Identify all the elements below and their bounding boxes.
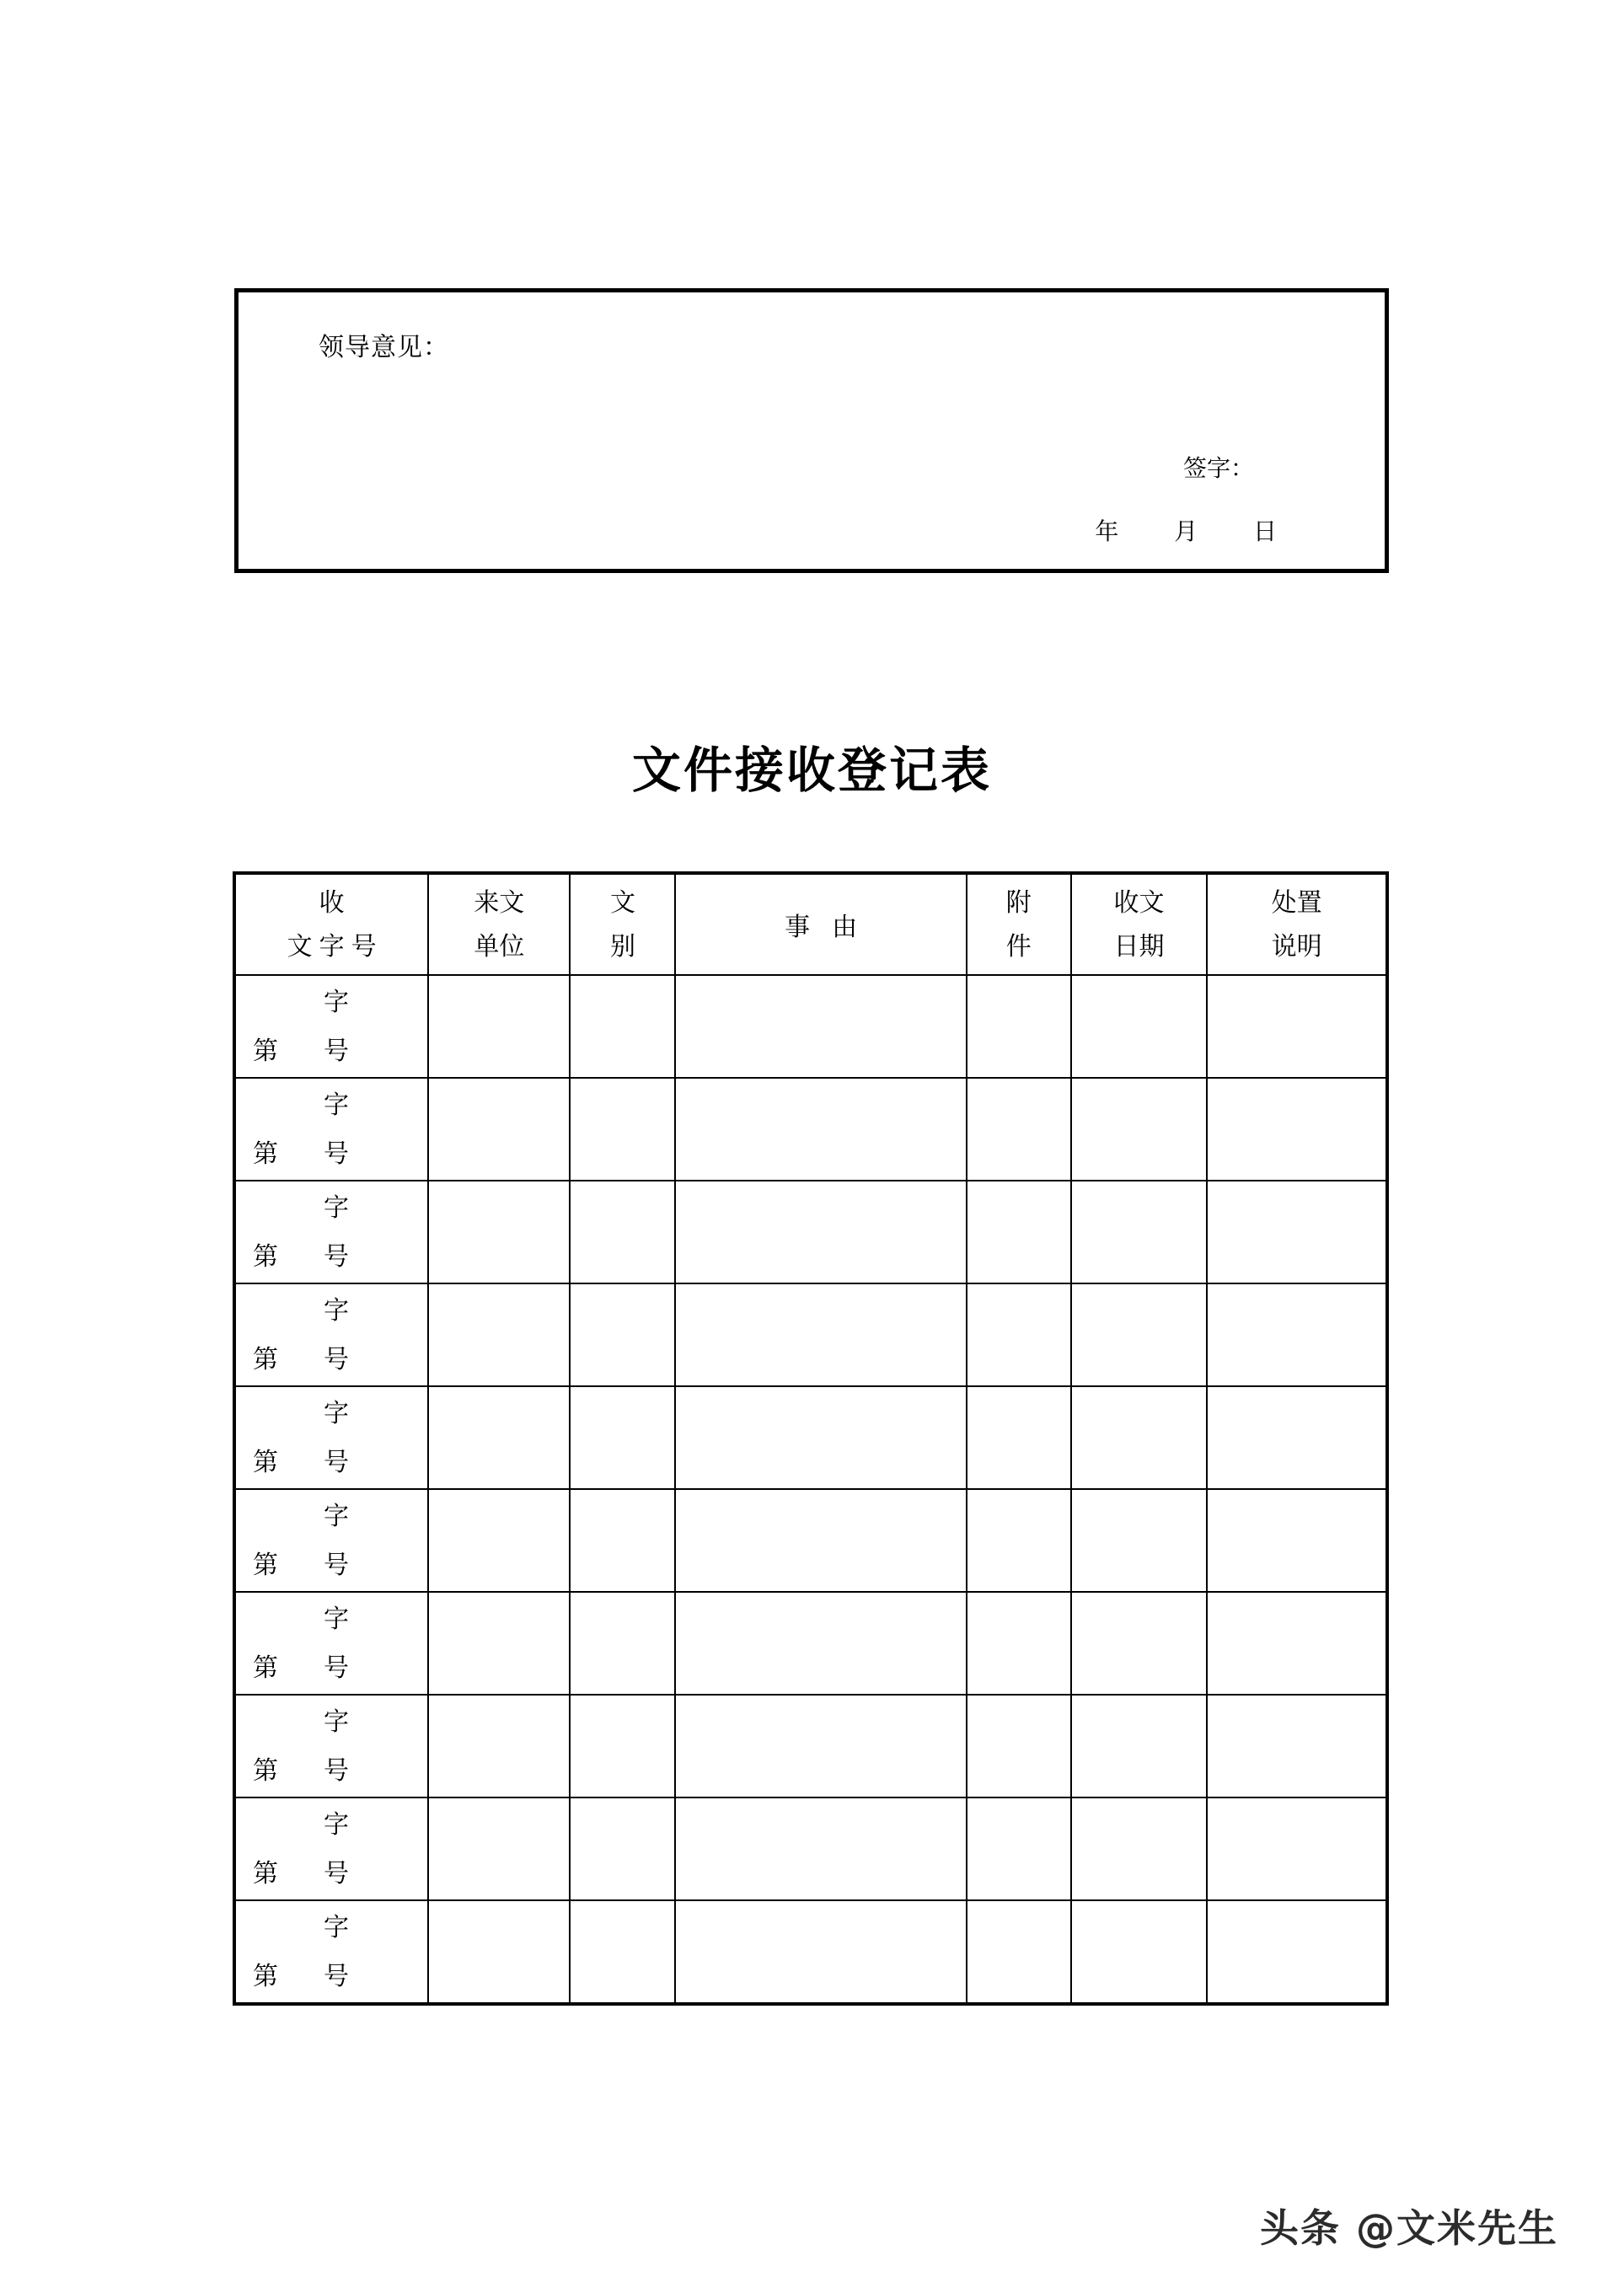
cell-document-type[interactable] [570,1797,675,1900]
cell-receipt-number[interactable] [234,1592,428,1695]
cell-attachment-value [967,1181,1070,1283]
header-sending-unit-line1: 来文 [474,888,525,918]
header-cell-sending-unit [428,873,570,975]
cell-receipt-date-value [1072,1798,1207,1899]
cell-sending-unit-value [429,1284,569,1385]
receipt-number-di-label: 第 [253,1653,278,1683]
cell-receipt-date-value [1072,1284,1207,1385]
cell-document-type-value [571,1798,674,1899]
receipt-number-zi-label: 字 [324,1502,349,1531]
cell-document-type[interactable] [570,1695,675,1797]
cell-subject-value [676,1284,965,1385]
cell-document-type-value [571,1490,674,1591]
receipt-number-di-label: 第 [253,1448,278,1477]
cell-sending-unit-value [429,1181,569,1283]
cell-document-type[interactable] [570,1386,675,1489]
cell-disposition-value [1208,1696,1385,1797]
header-receipt-number-line2: 文字号 [287,932,383,962]
receipt-number-layout [236,1387,427,1488]
cell-sending-unit-value [429,1696,569,1797]
header-cell-disposition [1207,873,1387,975]
document-receipt-table [233,871,1389,2006]
cell-subject-value [676,1798,965,1899]
receipt-number-hao-label: 号 [324,1551,349,1580]
cell-sending-unit-value [429,1901,569,2002]
header-disposition-line2: 说明 [1271,932,1322,962]
cell-receipt-date[interactable] [1071,1283,1208,1386]
cell-attachment[interactable] [967,1900,1071,2004]
cell-sending-unit[interactable] [428,975,570,1078]
header-receipt-date-line2: 日期 [1113,932,1165,962]
cell-subject[interactable] [675,975,966,1078]
header-attachment-line2: 件 [1005,932,1032,962]
cell-attachment[interactable] [967,1592,1071,1695]
date-month-label: 月 [1174,517,1198,545]
cell-sending-unit[interactable] [428,1078,570,1181]
cell-attachment-value [967,976,1070,1077]
table-row [234,1797,1387,1900]
receipt-number-hao-label: 号 [324,1242,349,1272]
cell-attachment[interactable] [967,1695,1071,1797]
receipt-number-zi-label: 字 [324,1707,349,1737]
cell-attachment[interactable] [967,1386,1071,1489]
cell-receipt-number[interactable] [234,1078,428,1181]
cell-disposition-value [1208,1387,1385,1488]
cell-sending-unit-value [429,1079,569,1180]
cell-sending-unit[interactable] [428,1900,570,2004]
receipt-number-layout [236,1798,427,1899]
receipt-number-hao-label: 号 [324,1756,349,1786]
receipt-number-hao-label: 号 [324,1345,349,1374]
cell-sending-unit[interactable] [428,1592,570,1695]
cell-sending-unit[interactable] [428,1695,570,1797]
cell-disposition-value [1208,1798,1385,1899]
header-cell-receipt-date [1071,873,1208,975]
table-row [234,1695,1387,1797]
cell-disposition[interactable] [1207,1386,1387,1489]
cell-subject[interactable] [675,1900,966,2004]
cell-receipt-date-value [1072,976,1207,1077]
cell-disposition[interactable] [1207,1489,1387,1592]
cell-sending-unit-value [429,976,569,1077]
cell-subject[interactable] [675,1797,966,1900]
cell-disposition[interactable] [1207,1078,1387,1181]
cell-subject-value [676,1490,965,1591]
cell-attachment-value [967,1593,1070,1694]
receipt-number-zi-label: 字 [324,1605,349,1634]
cell-sending-unit-value [429,1798,569,1899]
cell-receipt-date-value [1072,1901,1207,2002]
date-year-label: 年 [1095,517,1119,545]
cell-receipt-date[interactable] [1071,975,1208,1078]
cell-receipt-date[interactable] [1071,1078,1208,1181]
receipt-number-zi-label: 字 [324,1296,349,1326]
receipt-number-di-label: 第 [253,1037,278,1066]
table-header-row [234,873,1387,975]
cell-document-type[interactable] [570,1283,675,1386]
header-cell-receipt-number [234,873,428,975]
receipt-number-zi-label: 字 [324,1193,349,1223]
cell-disposition[interactable] [1207,1283,1387,1386]
header-document-type-line1: 文 [609,888,635,918]
cell-disposition[interactable] [1207,1181,1387,1283]
cell-disposition-value [1208,976,1385,1077]
cell-attachment[interactable] [967,975,1071,1078]
cell-disposition-value [1208,1901,1385,2002]
cell-attachment[interactable] [967,1489,1071,1592]
cell-subject[interactable] [675,1695,966,1797]
cell-document-type-value [571,1901,674,2002]
cell-receipt-date[interactable] [1071,1592,1208,1695]
receipt-number-di-label: 第 [253,1139,278,1169]
cell-receipt-date[interactable] [1071,1386,1208,1489]
cell-disposition[interactable] [1207,1900,1387,2004]
receipt-number-layout [236,1079,427,1180]
receipt-number-layout [236,976,427,1077]
cell-attachment[interactable] [967,1181,1071,1283]
cell-document-type[interactable] [570,1900,675,2004]
cell-sending-unit[interactable] [428,1386,570,1489]
signature-label: 签字： [1182,454,1254,482]
cell-sending-unit-value [429,1593,569,1694]
cell-receipt-date[interactable] [1071,1900,1208,2004]
table-row [234,1386,1387,1489]
cell-receipt-date[interactable] [1071,1797,1208,1900]
cell-receipt-number[interactable] [234,1695,428,1797]
header-sending-unit-line2: 单位 [474,932,525,962]
cell-sending-unit[interactable] [428,1181,570,1283]
cell-document-type[interactable] [570,1592,675,1695]
header-receipt-number-line1: 收 [319,888,345,918]
receipt-number-layout [236,1181,427,1283]
receipt-number-layout [236,1593,427,1694]
cell-subject-value [676,1696,965,1797]
cell-sending-unit[interactable] [428,1797,570,1900]
receipt-number-hao-label: 号 [324,1448,349,1477]
table-row [234,1078,1387,1181]
cell-receipt-date-value [1072,1593,1207,1694]
cell-subject[interactable] [675,1078,966,1181]
receipt-number-layout [236,1490,427,1591]
cell-disposition-value [1208,1284,1385,1385]
cell-subject[interactable] [675,1283,966,1386]
receipt-number-zi-label: 字 [324,988,349,1017]
cell-document-type-value [571,1079,674,1180]
receipt-number-hao-label: 号 [324,1653,349,1683]
receipt-number-hao-label: 号 [324,1139,349,1169]
cell-disposition-value [1208,1593,1385,1694]
receipt-number-hao-label: 号 [324,1859,349,1889]
cell-attachment-value [967,1798,1070,1899]
cell-document-type-value [571,976,674,1077]
cell-disposition[interactable] [1207,1695,1387,1797]
receipt-number-di-label: 第 [253,1345,278,1374]
receipt-number-zi-label: 字 [324,1399,349,1428]
receipt-number-zi-label: 字 [324,1913,349,1942]
date-day-label: 日 [1252,517,1277,545]
header-disposition-line1: 处置 [1271,888,1322,918]
receipt-number-di-label: 第 [253,1859,278,1889]
cell-receipt-number[interactable] [234,1797,428,1900]
cell-attachment-value [967,1387,1070,1488]
header-cell-attachment [967,873,1071,975]
cell-document-type[interactable] [570,1489,675,1592]
cell-receipt-number[interactable] [234,1386,428,1489]
table-row [234,1900,1387,2004]
cell-document-type-value [571,1696,674,1797]
cell-subject[interactable] [675,1386,966,1489]
cell-receipt-date[interactable] [1071,1489,1208,1592]
cell-subject-value [676,1593,965,1694]
cell-receipt-date-value [1072,1696,1207,1797]
cell-attachment-value [967,1079,1070,1180]
cell-receipt-number[interactable] [234,1181,428,1283]
cell-receipt-number[interactable] [234,1489,428,1592]
cell-disposition-value [1208,1490,1385,1591]
cell-receipt-number[interactable] [234,1283,428,1386]
table-row [234,1489,1387,1592]
cell-receipt-date-value [1072,1079,1207,1180]
cell-disposition[interactable] [1207,1592,1387,1695]
receipt-number-zi-label: 字 [324,1810,349,1840]
header-subject-line1: 事 [785,913,811,942]
receipt-number-zi-label: 字 [324,1090,349,1120]
cell-subject[interactable] [675,1592,966,1695]
cell-subject[interactable] [675,1181,966,1283]
cell-attachment[interactable] [967,1078,1071,1181]
cell-subject-value [676,1387,965,1488]
cell-disposition[interactable] [1207,1797,1387,1900]
table-row [234,1283,1387,1386]
cell-receipt-date-value [1072,1490,1207,1591]
cell-receipt-number[interactable] [234,975,428,1078]
cell-attachment[interactable] [967,1283,1071,1386]
cell-attachment-value [967,1696,1070,1797]
cell-document-type[interactable] [570,1078,675,1181]
receipt-number-di-label: 第 [253,1551,278,1580]
header-subject-line2: 由 [832,913,858,942]
header-document-type-line2: 别 [609,932,635,962]
page-title: 文件接收登记表 [631,742,992,799]
cell-attachment-value [967,1901,1070,2002]
cell-subject-value [676,1079,965,1180]
receipt-number-layout [236,1696,427,1797]
cell-sending-unit[interactable] [428,1283,570,1386]
receipt-number-di-label: 第 [253,1962,278,1991]
cell-document-type-value [571,1387,674,1488]
receipt-number-hao-label: 号 [324,1962,349,1991]
watermark: 头条 @文米先生 [1259,2205,1558,2251]
header-cell-document-type [570,873,675,975]
date-line [1095,513,1277,547]
header-attachment-line1: 附 [1005,888,1032,918]
document-receipt-table-wrapper [233,871,1389,2006]
table-row [234,975,1387,1078]
cell-attachment[interactable] [967,1797,1071,1900]
cell-disposition[interactable] [1207,975,1387,1078]
cell-receipt-date-value [1072,1387,1207,1488]
cell-sending-unit[interactable] [428,1489,570,1592]
cell-subject[interactable] [675,1489,966,1592]
cell-receipt-date[interactable] [1071,1181,1208,1283]
header-receipt-date-line1: 收文 [1113,888,1165,918]
cell-document-type-value [571,1284,674,1385]
receipt-number-hao-label: 号 [324,1037,349,1066]
cell-subject-value [676,1901,965,2002]
cell-attachment-value [967,1284,1070,1385]
receipt-number-layout [236,1901,427,2002]
cell-sending-unit-value [429,1387,569,1488]
cell-receipt-date-value [1072,1181,1207,1283]
receipt-number-layout [236,1284,427,1385]
table-row [234,1181,1387,1283]
cell-document-type[interactable] [570,1181,675,1283]
leader-opinion-box [234,288,1389,573]
header-cell-subject [675,873,966,975]
cell-receipt-date[interactable] [1071,1695,1208,1797]
cell-document-type-value [571,1181,674,1283]
leader-opinion-label: 领导意见： [319,333,449,362]
cell-sending-unit-value [429,1490,569,1591]
receipt-number-di-label: 第 [253,1242,278,1272]
cell-receipt-number[interactable] [234,1900,428,2004]
cell-disposition-value [1208,1079,1385,1180]
cell-document-type-value [571,1593,674,1694]
receipt-number-di-label: 第 [253,1756,278,1786]
cell-attachment-value [967,1490,1070,1591]
cell-disposition-value [1208,1181,1385,1283]
cell-subject-value [676,1181,965,1283]
table-row [234,1592,1387,1695]
cell-subject-value [676,976,965,1077]
cell-document-type[interactable] [570,975,675,1078]
